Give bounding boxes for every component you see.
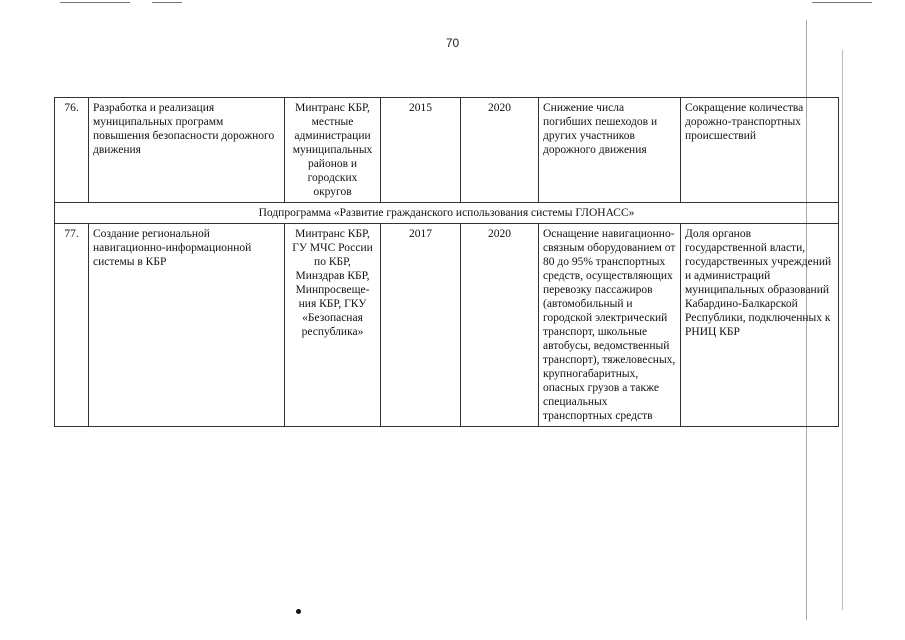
table-row-76: [55, 98, 839, 203]
row-number: 76.: [55, 98, 89, 203]
scan-mark-top-mid: [152, 2, 182, 3]
end-year: 2020: [461, 224, 539, 427]
scan-mark-top-left: [60, 2, 130, 3]
bullet-dot: [296, 609, 301, 614]
start-year: 2015: [381, 98, 461, 203]
row-number: 77.: [55, 224, 89, 427]
page-number: 70: [445, 36, 460, 50]
executor: Минтранс КБР, ГУ МЧС России по КБР, Минздрав КБР, Минпросвеще-ния КБР, ГКУ «Безопасная республика»: [285, 224, 381, 427]
subprogram-row: [55, 203, 839, 224]
expected-result: Оснащение навигационно-связным оборудованием от 80 до 95% транспортных средств, осуществляющих перевозку пассажиров (автомобильный и городской электрический транспорт, школьные автобусы, ведомственный транспорт), тяжеловесных, крупногабаритных, опасных грузов а также специальных транспортных средств: [539, 224, 681, 427]
executor: Минтранс КБР, местные администрации муниципальных районов и городских округов: [285, 98, 381, 203]
scan-mark-top-right: [812, 2, 872, 3]
scan-mark-right-edge: [842, 50, 843, 610]
start-year: 2017: [381, 224, 461, 427]
program-table: [54, 97, 839, 427]
expected-result: Снижение числа погибших пешеходов и других участников дорожного движения: [539, 98, 681, 203]
indicator: Сокращение количества дорожно-транспортных происшествий: [681, 98, 839, 203]
indicator: Доля органов государственной власти, государственных учреждений и администраций муниципальных образований Кабардино-Балкарской Республики, подключенных к РНИЦ КБР: [681, 224, 839, 427]
table-row-77: [55, 224, 839, 427]
subprogram-title: Подпрограмма «Развитие гражданского использования системы ГЛОНАСС»: [55, 203, 839, 224]
measure-name: Создание региональной навигационно-информационной системы в КБР: [89, 224, 285, 427]
measure-name: Разработка и реализация муниципальных программ повышения безопасности дорожного движения: [89, 98, 285, 203]
end-year: 2020: [461, 98, 539, 203]
